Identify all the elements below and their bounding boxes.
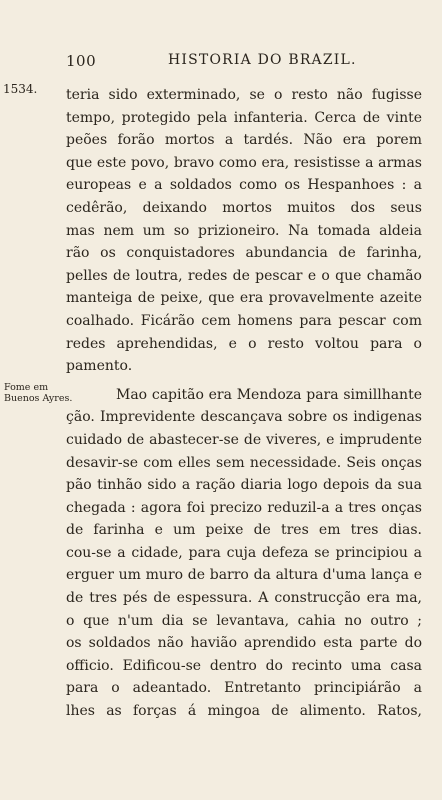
- text-line: chegada : agora foi precizo reduzil-a a tres onças: [66, 499, 422, 516]
- margin-note: [4, 382, 72, 404]
- page-number: 100: [66, 52, 97, 70]
- text-line: de tres pés de espessura. A construcção era ma,: [66, 590, 422, 607]
- text-line: tempo, protegido pela infanteria. Cerca de vinte: [66, 109, 422, 126]
- paragraph-1: [66, 84, 422, 378]
- text-line: redes aprehendidas, e o resto voltou para o: [66, 335, 422, 352]
- text-line: mas nem um so prizioneiro. Na tomada aldeia: [66, 222, 422, 239]
- text-line: peões forão mortos a tardés. Não era porem: [66, 132, 422, 149]
- text-line: cedêrão, deixando mortos muitos dos seus: [66, 199, 422, 216]
- text-line: desavir-se com elles sem necessidade. Seis onças: [66, 454, 422, 471]
- text-line: ção. Imprevidente descançava sobre os indigenas: [66, 409, 422, 426]
- text-line: lhes as forças á mingoa de alimento. Ratos,: [66, 703, 422, 720]
- text-line: os soldados não havião aprendido esta parte do: [66, 635, 422, 652]
- text-line: erguer um muro de barro da altura d'uma lança e: [66, 567, 422, 584]
- text-line: Mao capitão era Mendoza para simillhante: [116, 386, 422, 403]
- text-line: o que n'um dia se levantava, cahia no outro ;: [66, 612, 422, 629]
- text-line: para o adeantado. Entretanto principiárão a: [66, 680, 422, 697]
- text-line: europeas e a soldados como os Hespanhoes : a: [66, 177, 422, 194]
- text-line: pão tinhão sido a ração diaria logo depois da sua: [66, 477, 422, 494]
- page-header: [0, 52, 442, 74]
- text-line: cou-se a cidade, para cuja defeza se principiou a: [66, 544, 422, 561]
- text-line: coalhado. Ficárão cem homens para pescar com: [66, 312, 422, 329]
- margin-note-line: Buenos Ayres.: [4, 393, 73, 404]
- body-text: [66, 84, 422, 723]
- text-line: officio. Edificou-se dentro do recinto uma casa: [66, 657, 422, 674]
- text-line: rão os conquistadores abundancia de farinha,: [66, 245, 422, 262]
- text-line: manteiga de peixe, que era provavelmente azeite: [66, 290, 422, 307]
- running-title: HISTORIA DO BRAZIL.: [168, 52, 357, 68]
- text-line: que este povo, bravo como era, resistisse a armas: [66, 154, 422, 171]
- text-line: pamento.: [66, 358, 133, 375]
- margin-year: 1534.: [3, 82, 38, 96]
- text-line: de farinha e um peixe de tres em tres dias.: [66, 522, 422, 539]
- text-line: pelles de loutra, redes de pescar e o que chamão: [66, 267, 422, 284]
- margin-note-line: Fome em: [4, 382, 49, 393]
- paragraph-2: [66, 384, 422, 723]
- text-line: teria sido exterminado, se o resto não fugisse: [66, 87, 422, 103]
- text-line: cuidado de abastecer-se de viveres, e imprudente: [66, 431, 422, 448]
